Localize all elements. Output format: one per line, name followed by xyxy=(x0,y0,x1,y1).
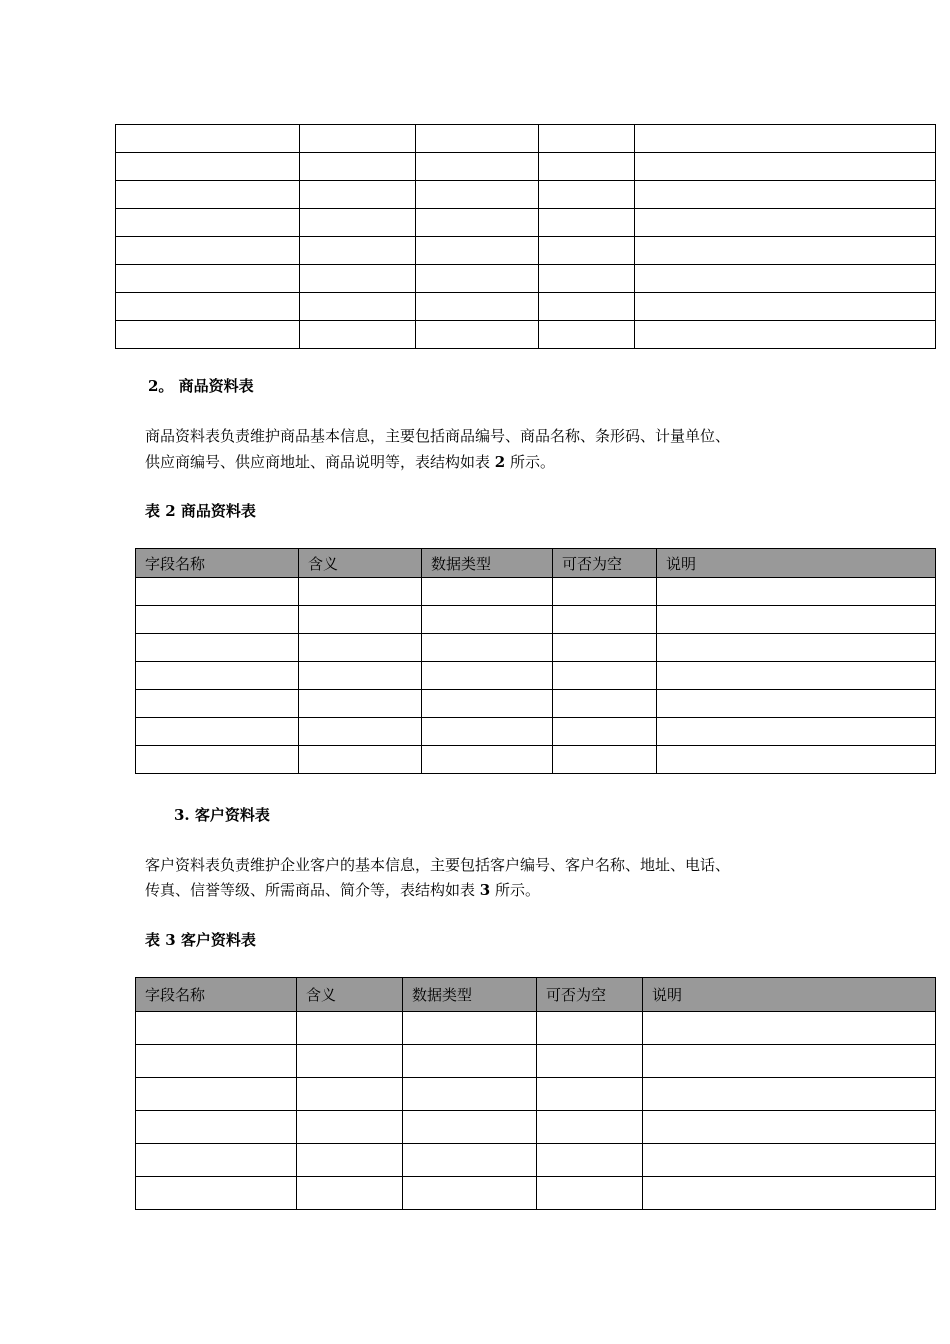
table-row xyxy=(136,1144,936,1177)
col-header-data-type: 数据类型 xyxy=(403,978,537,1012)
table-cell xyxy=(416,293,539,321)
table-cell xyxy=(299,634,422,662)
table-cell xyxy=(116,125,300,153)
table-cell xyxy=(553,746,657,774)
table-cell xyxy=(136,718,299,746)
table-cell xyxy=(539,265,635,293)
table-cell xyxy=(403,1078,537,1111)
table-cell xyxy=(635,265,936,293)
table-cell xyxy=(635,181,936,209)
table-cell xyxy=(643,1111,936,1144)
table-cell xyxy=(416,321,539,349)
table-cell xyxy=(657,746,936,774)
table-cell xyxy=(297,1012,403,1045)
table-cell xyxy=(422,634,553,662)
table-cell xyxy=(643,1177,936,1210)
table-cell xyxy=(657,718,936,746)
table-2-caption: 表 2 商品资料表 xyxy=(145,502,256,520)
table-cell xyxy=(635,209,936,237)
table-cell xyxy=(635,293,936,321)
table-cell xyxy=(422,662,553,690)
table-cell xyxy=(136,1144,297,1177)
table-cell xyxy=(537,1045,643,1078)
table-cell xyxy=(643,1144,936,1177)
table-cell xyxy=(299,690,422,718)
table-cell xyxy=(657,690,936,718)
table-cell xyxy=(635,125,936,153)
col-header-data-type: 数据类型 xyxy=(422,549,553,578)
table-cell xyxy=(643,1078,936,1111)
table-cell xyxy=(537,1177,643,1210)
col-header-meaning: 含义 xyxy=(299,549,422,578)
table-row xyxy=(116,153,936,181)
table-row xyxy=(136,1177,936,1210)
table-cell xyxy=(403,1045,537,1078)
table-cell xyxy=(136,606,299,634)
table-cell xyxy=(116,321,300,349)
table-cell xyxy=(300,125,416,153)
table-cell xyxy=(300,237,416,265)
product-table xyxy=(135,548,936,774)
table-cell xyxy=(297,1111,403,1144)
col-header-field-name: 字段名称 xyxy=(136,978,297,1012)
table-row xyxy=(116,265,936,293)
col-header-description: 说明 xyxy=(657,549,936,578)
table-cell xyxy=(635,153,936,181)
table-row xyxy=(116,293,936,321)
table-cell xyxy=(297,1144,403,1177)
table-cell xyxy=(416,265,539,293)
customer-table xyxy=(135,977,936,1210)
table-cell xyxy=(537,1078,643,1111)
table-cell xyxy=(416,153,539,181)
table-cell xyxy=(539,237,635,265)
table-cell xyxy=(116,265,300,293)
table-row xyxy=(136,1078,936,1111)
section-3-paragraph-line-1: 客户资料表负责维护企业客户的基本信息，主要包括客户编号、客户名称、地址、电话、 xyxy=(145,856,731,874)
table-cell xyxy=(657,606,936,634)
col-header-field-name: 字段名称 xyxy=(136,549,299,578)
table-header-row xyxy=(136,978,936,1012)
table-cell xyxy=(403,1012,537,1045)
table-cell xyxy=(422,606,553,634)
table-cell xyxy=(553,578,657,606)
table-cell xyxy=(539,153,635,181)
table-cell xyxy=(116,209,300,237)
table-cell xyxy=(403,1177,537,1210)
table-row xyxy=(136,578,936,606)
table-cell xyxy=(300,209,416,237)
table-header-row xyxy=(136,549,936,578)
table-cell xyxy=(297,1177,403,1210)
table-row xyxy=(136,662,936,690)
table-cell xyxy=(300,293,416,321)
table-cell xyxy=(539,321,635,349)
table-row xyxy=(136,1111,936,1144)
table-cell xyxy=(403,1144,537,1177)
col-header-nullable: 可否为空 xyxy=(537,978,643,1012)
table-cell xyxy=(537,1144,643,1177)
table-row xyxy=(136,606,936,634)
table-cell xyxy=(422,718,553,746)
table-cell xyxy=(657,634,936,662)
table-row xyxy=(136,1012,936,1045)
table-cell xyxy=(116,293,300,321)
table-3-caption: 表 3 客户资料表 xyxy=(145,931,256,949)
table-cell xyxy=(136,1111,297,1144)
table-cell xyxy=(299,718,422,746)
table-cell xyxy=(553,606,657,634)
table-cell xyxy=(416,209,539,237)
table-row xyxy=(116,209,936,237)
table-row xyxy=(116,181,936,209)
table-cell xyxy=(643,1045,936,1078)
section-2-paragraph-line-2: 供应商编号、供应商地址、商品说明等，表结构如表 2 所示。 xyxy=(145,453,555,471)
table-cell xyxy=(635,321,936,349)
table-cell xyxy=(537,1012,643,1045)
section-2-heading: 2。 商品资料表 xyxy=(148,377,254,395)
table-cell xyxy=(136,1045,297,1078)
table-row xyxy=(136,718,936,746)
table-cell xyxy=(643,1012,936,1045)
table-cell xyxy=(116,181,300,209)
table-cell xyxy=(416,125,539,153)
table-row xyxy=(136,1045,936,1078)
table-cell xyxy=(553,662,657,690)
table-cell xyxy=(300,321,416,349)
table-row xyxy=(116,125,936,153)
table-cell xyxy=(416,237,539,265)
section-3-paragraph-line-2: 传真、信誉等级、所需商品、简介等，表结构如表 3 所示。 xyxy=(145,881,540,899)
section-2-paragraph-line-1: 商品资料表负责维护商品基本信息，主要包括商品编号、商品名称、条形码、计量单位、 xyxy=(145,427,731,445)
table-row xyxy=(116,237,936,265)
table-cell xyxy=(553,634,657,662)
table-cell xyxy=(537,1111,643,1144)
table-row xyxy=(116,321,936,349)
table-cell xyxy=(116,237,300,265)
table-cell xyxy=(657,662,936,690)
table-cell xyxy=(422,746,553,774)
table-cell xyxy=(657,578,936,606)
table-cell xyxy=(299,578,422,606)
table-cell xyxy=(136,578,299,606)
table-cell xyxy=(297,1078,403,1111)
table-cell xyxy=(136,634,299,662)
table-cell xyxy=(300,153,416,181)
col-header-description: 说明 xyxy=(643,978,936,1012)
col-header-meaning: 含义 xyxy=(297,978,403,1012)
table-cell xyxy=(136,1177,297,1210)
table-row xyxy=(136,746,936,774)
table-cell xyxy=(403,1111,537,1144)
table-cell xyxy=(299,746,422,774)
table-cell xyxy=(136,1012,297,1045)
table-cell xyxy=(553,690,657,718)
table-cell xyxy=(416,181,539,209)
table-cell xyxy=(422,690,553,718)
table-cell xyxy=(539,125,635,153)
table-cell xyxy=(299,606,422,634)
col-header-nullable: 可否为空 xyxy=(553,549,657,578)
table-row xyxy=(136,634,936,662)
table-cell xyxy=(136,1078,297,1111)
table-row xyxy=(136,690,936,718)
table-cell xyxy=(300,181,416,209)
table-cell xyxy=(539,209,635,237)
table-cell xyxy=(300,265,416,293)
table-cell xyxy=(136,690,299,718)
table-cell xyxy=(539,293,635,321)
table-cell xyxy=(539,181,635,209)
table-cell xyxy=(299,662,422,690)
table-1-continuation xyxy=(115,124,936,349)
table-cell xyxy=(422,578,553,606)
table-cell xyxy=(553,718,657,746)
table-cell xyxy=(136,662,299,690)
table-cell xyxy=(297,1045,403,1078)
table-cell xyxy=(136,746,299,774)
table-cell xyxy=(635,237,936,265)
section-3-heading: 3. 客户资料表 xyxy=(174,806,270,824)
table-cell xyxy=(116,153,300,181)
